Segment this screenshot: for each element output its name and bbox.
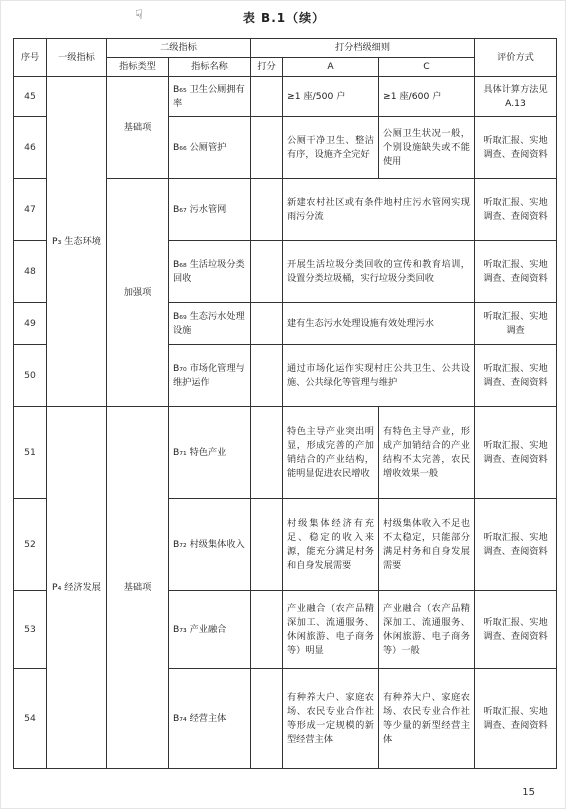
group-p4: P₄ 经济发展 [47, 407, 107, 769]
header-indicator-type: 指标类型 [107, 58, 169, 77]
grade-c-cell: 有特色主导产业，形成产加销结合的产业结构不太完善，农民增收效果一般 [379, 407, 475, 499]
score-cell [251, 241, 283, 303]
indicator-name: B₆₈ 生活垃圾分类回收 [169, 241, 251, 303]
score-cell [251, 669, 283, 769]
grade-c-cell: 村级集体收入不足也不太稳定，只能部分满足村务和自身发展需要 [379, 499, 475, 591]
evaluation-table [13, 38, 557, 769]
grade-ac-cell: 通过市场化运作实现村庄公共卫生、公共设施、公共绿化等管理与维护 [283, 345, 475, 407]
table-row [14, 407, 557, 499]
grade-ac-cell: 建有生态污水处理设施有效处理污水 [283, 303, 475, 345]
score-cell [251, 591, 283, 669]
grade-c-cell: 有种养大户、家庭农场、农民专业合作社等少量的新型经营主体 [379, 669, 475, 769]
group-basic-1: 基础项 [107, 77, 169, 179]
group-bonus: 加强项 [107, 179, 169, 407]
indicator-name: B₆₇ 污水管网 [169, 179, 251, 241]
method-cell: 听取汇报、实地调查、查阅资料 [475, 241, 557, 303]
row-number: 45 [14, 77, 47, 117]
method-cell: 听取汇报、实地调查、查阅资料 [475, 407, 557, 499]
header-grade-c: C [379, 58, 475, 77]
indicator-name: B₆₉ 生态污水处理设施 [169, 303, 251, 345]
indicator-name: B₇₁ 特色产业 [169, 407, 251, 499]
row-number: 54 [14, 669, 47, 769]
group-basic-2: 基础项 [107, 407, 169, 769]
method-cell: 听取汇报、实地调查 [475, 303, 557, 345]
row-number: 51 [14, 407, 47, 499]
indicator-name: B₆₆ 公厕管护 [169, 117, 251, 179]
grade-a-cell: 特色主导产业突出明显，形成完善的产加销结合的产业结构，能明显促进农民增收 [283, 407, 379, 499]
header-level1: 一级指标 [47, 39, 107, 77]
score-cell [251, 303, 283, 345]
indicator-name: B₆₅ 卫生公厕拥有率 [169, 77, 251, 117]
row-number: 46 [14, 117, 47, 179]
header-score: 打分 [251, 58, 283, 77]
indicator-name: B₇₄ 经营主体 [169, 669, 251, 769]
score-cell [251, 499, 283, 591]
row-number: 53 [14, 591, 47, 669]
grade-ac-cell: 新建农村社区或有条件地村庄污水管网实现雨污分流 [283, 179, 475, 241]
grade-a-cell: 村级集体经济有充足、稳定的收入来源，能充分满足村务和自身发展需要 [283, 499, 379, 591]
indicator-name: B₇₀ 市场化管理与维护运作 [169, 345, 251, 407]
header-method: 评价方式 [475, 39, 557, 77]
page-number: 15 [522, 787, 535, 798]
score-cell [251, 77, 283, 117]
score-cell [251, 345, 283, 407]
row-number: 49 [14, 303, 47, 345]
header-indicator-name: 指标名称 [169, 58, 251, 77]
row-number: 48 [14, 241, 47, 303]
method-cell: 听取汇报、实地调查、查阅资料 [475, 117, 557, 179]
indicator-name: B₇₂ 村级集体收入 [169, 499, 251, 591]
grade-c-cell: 产业融合（农产品精深加工、流通服务、休闲旅游、电子商务等）一般 [379, 591, 475, 669]
score-cell [251, 407, 283, 499]
method-cell: 听取汇报、实地调查、查阅资料 [475, 669, 557, 769]
hand-cursor-icon: ☟ [135, 8, 143, 23]
header-seq: 序号 [14, 39, 47, 77]
score-cell [251, 179, 283, 241]
table-title: 表 B.1（续） [242, 11, 326, 25]
group-p3: P₃ 生态环境 [47, 77, 107, 407]
row-number: 47 [14, 179, 47, 241]
header-level2: 二级指标 [107, 39, 251, 58]
grade-a-cell: 产业融合（农产品精深加工、流通服务、休闲旅游、电子商务等）明显 [283, 591, 379, 669]
grade-ac-cell: 开展生活垃圾分类回收的宣传和教育培训，设置分类垃圾桶，实行垃圾分类回收 [283, 241, 475, 303]
score-cell [251, 117, 283, 179]
grade-a-cell: ≥1 座/500 户 [283, 77, 379, 117]
method-cell: 听取汇报、实地调查、查阅资料 [475, 591, 557, 669]
header-grade-a: A [283, 58, 379, 77]
method-cell: 听取汇报、实地调查、查阅资料 [475, 179, 557, 241]
method-cell: 听取汇报、实地调查、查阅资料 [475, 499, 557, 591]
grade-c-cell: ≥1 座/600 户 [379, 77, 475, 117]
table-row [14, 77, 557, 117]
grade-a-cell: 公厕干净卫生、整洁有序，设施齐全完好 [283, 117, 379, 179]
indicator-name: B₇₃ 产业融合 [169, 591, 251, 669]
grade-c-cell: 公厕卫生状况一般，个别设施缺失或不能使用 [379, 117, 475, 179]
row-number: 50 [14, 345, 47, 407]
grade-a-cell: 有种养大户、家庭农场、农民专业合作社等形成一定规模的新型经营主体 [283, 669, 379, 769]
method-cell: 具体计算方法见 A.13 [475, 77, 557, 117]
method-cell: 听取汇报、实地调查、查阅资料 [475, 345, 557, 407]
header-detail: 打分档级细则 [251, 39, 475, 58]
row-number: 52 [14, 499, 47, 591]
